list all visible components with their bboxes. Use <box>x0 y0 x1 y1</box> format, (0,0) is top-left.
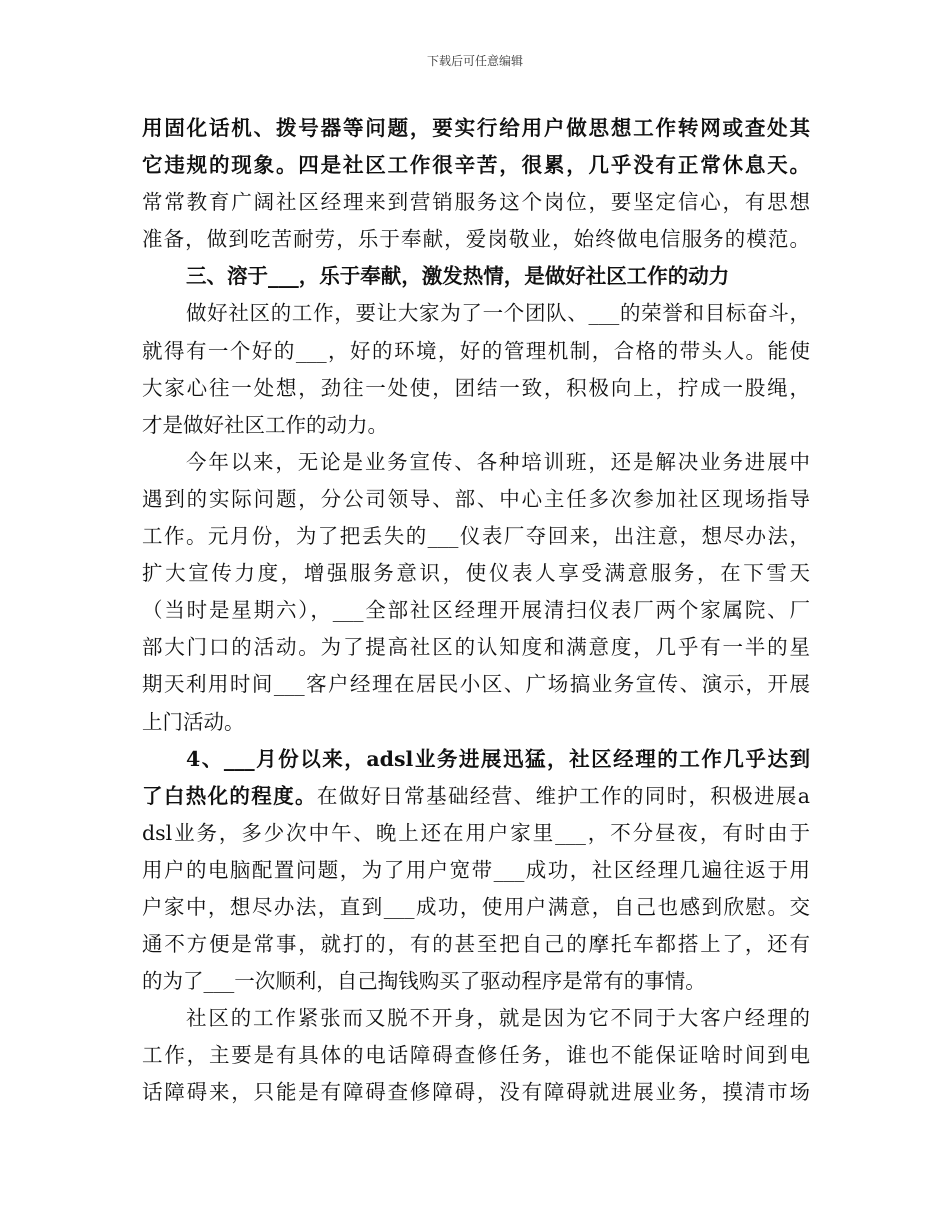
section-heading: 三、溶于___，乐于奉献，激发热情，是做好社区工作的动力 <box>186 264 730 289</box>
paragraph-line: 做好社区的工作，要让大家为了一个团队、___的荣誉和目标奋斗， <box>186 301 810 326</box>
paragraph-line: 工作，主要是有具体的电话障碍查修任务，谁也不能保证啥时间到电 <box>142 1043 810 1068</box>
document-body <box>142 110 810 1112</box>
bold-lead: 了白热化的程度。 <box>142 783 317 808</box>
paragraph-line: 通不方便是常事，就打的，有的甚至把自己的摩托车都搭上了，还有 <box>142 932 810 957</box>
paragraph-line: 用户的电脑配置问题，为了用户宽带___成功，社区经理几遍往返于用 <box>142 857 810 882</box>
paragraph-line: 期天利用时间___客户经理在居民小区、广场搞业务宣传、演示，开展 <box>142 672 810 697</box>
paragraph-line: 遇到的实际问题，分公司领导、部、中心主任多次参加社区现场指导 <box>142 486 810 511</box>
paragraph-line: dsl业务，多少次中午、晚上还在用户家里___，不分昼夜，有时由于 <box>142 820 810 845</box>
paragraph-line-mixed <box>142 778 810 815</box>
paragraph-line: （当时是星期六），___全部社区经理开展清扫仪表厂两个家属院、厂 <box>142 598 810 623</box>
section-heading: 4、___月份以来，adsl业务进展迅猛，社区经理的工作几乎达到 <box>186 746 810 771</box>
paragraph-line: 常常教育广阔社区经理来到营销服务这个岗位，要坚定信心，有思想 <box>142 190 810 215</box>
paragraph-line: 扩大宣传力度，增强服务意识，使仪表人享受满意服务，在下雪天 <box>142 561 810 586</box>
paragraph-line: 它违规的现象。四是社区工作很辛苦，很累，几乎没有正常休息天。 <box>142 153 810 178</box>
paragraph-line: 才是做好社区工作的动力。 <box>142 412 388 437</box>
paragraph-line: 今年以来，无论是业务宣传、各种培训班，还是解决业务进展中 <box>186 449 810 474</box>
paragraph-line: 户家中，想尽办法，直到___成功，使用户满意，自己也感到欣慰。交 <box>142 894 810 919</box>
paragraph-line: 部大门口的活动。为了提高社区的认知度和满意度，几乎有一半的星 <box>142 635 810 660</box>
paragraph-line: 话障碍来，只能是有障碍查修障碍，没有障碍就进展业务，摸清市场 <box>142 1080 810 1105</box>
paragraph-line: 就得有一个好的___，好的环境，好的管理机制，合格的带头人。能使 <box>142 338 810 363</box>
paragraph-line: 大家心往一处想，劲往一处使，团结一致，积极向上，拧成一股绳， <box>142 375 810 400</box>
line-rest: 在做好日常基础经营、维护工作的同时，积极进展a <box>316 783 810 808</box>
paragraph-line: 用固化话机、拨号器等问题，要实行给用户做思想工作转网或查处其 <box>142 116 810 140</box>
paragraph-line: 社区的工作紧张而又脱不开身，就是因为它不同于大客户经理的 <box>186 1006 810 1031</box>
paragraph-line: 工作。元月份，为了把丢失的___仪表厂夺回来，出注意，想尽办法， <box>142 524 810 549</box>
page-header: 下载后可任意编辑 <box>426 54 523 68</box>
paragraph-line: 准备，做到吃苦耐劳，乐于奉献，爱岗敬业，始终做电信服务的模范。 <box>142 227 810 252</box>
paragraph-line: 上门活动。 <box>142 709 245 734</box>
paragraph-line: 的为了___一次顺利，自己掏钱购买了驱动程序是常有的事情。 <box>142 969 706 994</box>
